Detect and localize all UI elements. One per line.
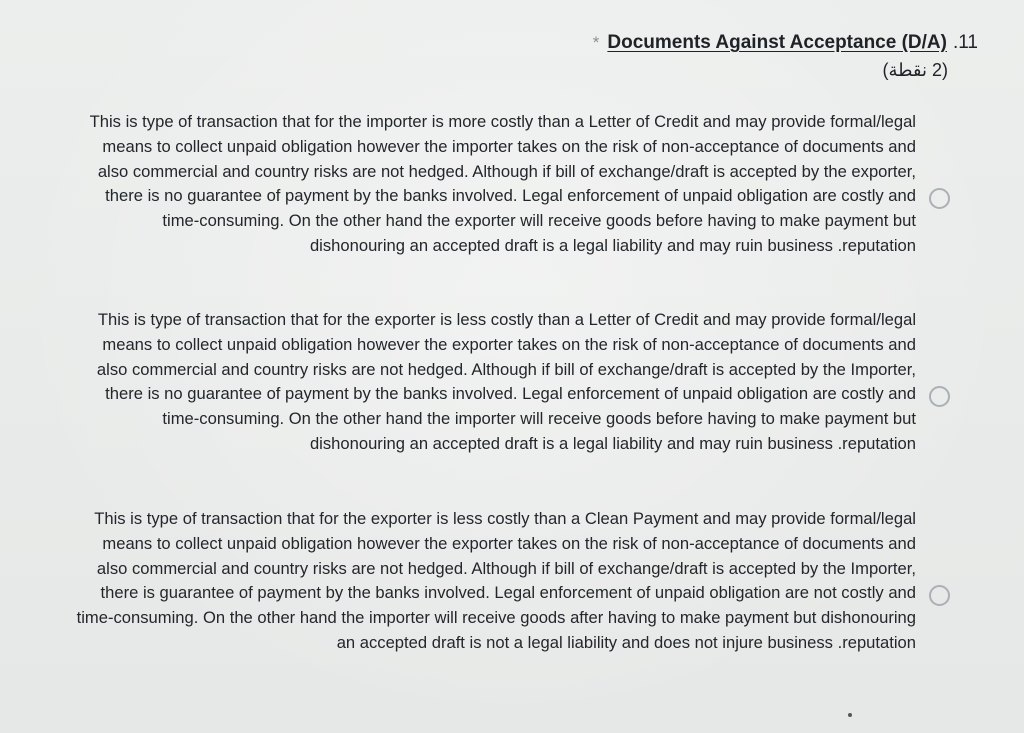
required-marker: * — [592, 33, 600, 52]
answer-option-2[interactable] — [76, 308, 916, 457]
answer-option-2-radio[interactable] — [929, 386, 950, 407]
answer-option-1-radio[interactable] — [929, 188, 950, 209]
answer-option-3-text: This is type of transaction that for the exporter is less costly than a Clean Payment and may provide formal/legal means to collect unpaid obligation however the exporter takes on the risk of non-acceptance of documents and also commercial and country risks are not hedged. Although if bill of exchange/draft is accepted by the Importer, there is guarantee of payment by the banks involved. Legal enforcement of unpaid obligation are not costly and time-consuming. On the other hand the importer will receive goods after having to make payment but dishonouring an accepted draft is not a legal liability and does not injure business .reputation — [76, 509, 916, 652]
answer-option-2-text: This is type of transaction that for the exporter is less costly than a Letter of Credit and may provide formal/legal means to collect unpaid obligation however the exporter takes on the risk of non-acceptance of documents and also commercial and country risks are not hedged. Although if bill of exchange/draft is accepted by the Importer, there is no guarantee of payment by the banks involved. Legal enforcement of unpaid obligation are costly and time-consuming. On the other hand the importer will receive goods before having to make payment but dishonouring an accepted draft is a legal liability and may ruin business .reputation — [96, 310, 916, 453]
answer-option-1[interactable] — [76, 110, 916, 259]
decorative-dot — [848, 713, 852, 717]
answer-option-3[interactable] — [76, 507, 916, 656]
question-header — [593, 30, 978, 82]
question-number: .11 — [952, 32, 978, 53]
answer-option-3-radio[interactable] — [929, 585, 950, 606]
question-title-row — [593, 30, 978, 56]
answer-option-1-text: This is type of transaction that for the importer is more costly than a Letter of Credit and may provide formal/legal means to collect unpaid obligation however the importer takes on the risk of non-acceptance of documents and also commercial and country risks are not hedged. Although if bill of exchange/draft is accepted by the exporter, there is no guarantee of payment by the banks involved. Legal enforcement of unpaid obligation are costly and time-consuming. On the other hand the exporter will receive goods before having to make payment but dishonouring an accepted draft is a legal liability and may ruin business .reputation — [89, 112, 916, 255]
question-title: Documents Against Acceptance (D/A) — [607, 32, 947, 53]
question-points: (2 نقطة) — [882, 60, 948, 80]
